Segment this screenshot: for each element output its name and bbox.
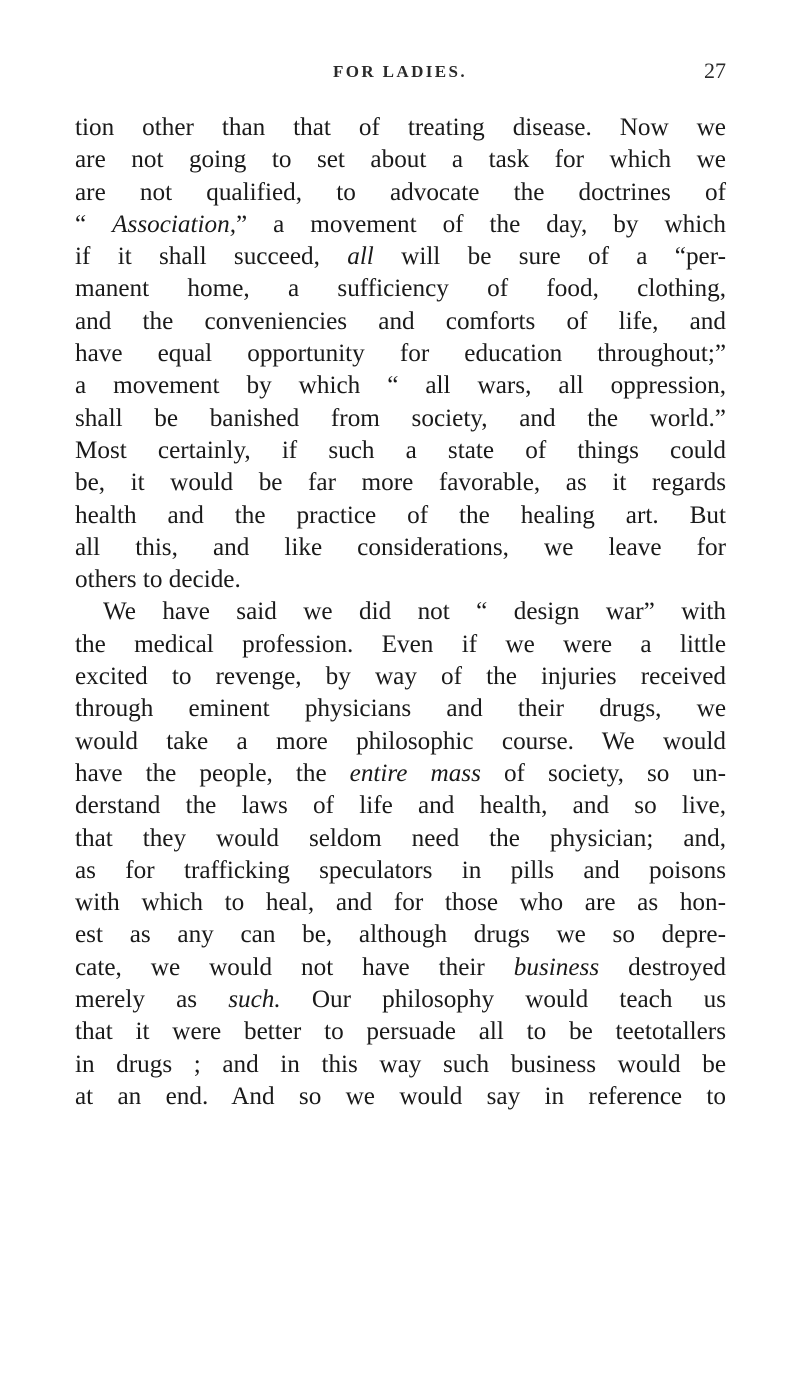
text-line [75,693,726,725]
text-segment: “ [75,210,113,238]
text-segment: are not going to set about a task for which we [75,146,726,174]
text-segment: in drugs ; and in this way such business would be [75,1050,726,1078]
text-line [75,273,726,305]
text-line [75,435,726,467]
text-segment: Most certainly, if such a state of things could [75,436,726,464]
text-line [75,338,726,370]
text-segment: destroyed [599,953,727,981]
text-segment: have equal opportunity for education throughout;” [75,340,726,368]
text-line [75,790,726,822]
text-line [75,823,726,855]
italic-text: Association, [112,210,236,238]
text-segment: as for trafficking speculators in pills and poisons [75,856,726,884]
text-segment: through eminent physicians and their drugs, we [75,695,726,723]
text-segment: tion other than that of treating disease. Now we [75,114,726,141]
text-segment: others to decide. [75,566,241,594]
body-text [75,112,726,1113]
text-line [75,306,726,338]
text-segment: shall be banished from society, and the world.” [75,404,726,432]
text-segment: that it were better to persuade all to be teetotallers [75,1018,726,1046]
text-segment: with which to heal, and for those who are as hon- [75,889,726,917]
text-segment: have the people, the [75,759,350,787]
text-segment: est as any can be, although drugs we so depre- [75,921,726,949]
text-segment: manent home, a sufficiency of food, clothing, [75,275,726,303]
text-line [75,532,726,564]
text-line [75,564,726,596]
text-line [75,1016,726,1048]
text-line [75,177,726,209]
text-line [75,661,726,693]
text-segment: at an end. And so we would say in reference to [75,1082,726,1110]
text-segment: health and the practice of the healing art. But [75,501,726,529]
text-line [75,726,726,758]
text-line [75,1081,726,1113]
text-segment: ” a movement of the day, by which [236,210,726,238]
italic-text: such. [228,986,281,1014]
text-line [75,370,726,402]
text-segment: all this, and like considerations, we leave for [75,533,726,561]
text-line [75,112,726,144]
text-segment: excited to revenge, by way of the injuries received [75,663,726,691]
text-line [75,403,726,435]
text-line [75,596,726,628]
text-segment: that they would seldom need the physician; and, [75,824,726,852]
text-line [75,887,726,919]
text-line [75,241,726,273]
text-segment: Our philosophy would teach us [280,986,726,1014]
text-line [75,1049,726,1081]
text-segment: if it shall succeed, [75,243,348,271]
text-segment: derstand the laws of life and health, and so live, [75,792,726,820]
running-header [74,60,726,84]
text-segment: merely as [75,986,229,1014]
italic-text: business [513,953,600,981]
italic-text: entire mass [349,759,481,787]
text-segment: the medical profession. Even if we were a little [75,630,726,658]
text-line [75,984,726,1016]
text-segment: would take a more philosophic course. We would [75,727,726,755]
text-segment: will be sure of a “per- [373,243,726,271]
text-line [75,952,726,984]
text-segment: cate, we would not have their [75,953,514,981]
text-line [75,758,726,790]
italic-text: all [347,243,374,271]
text-segment: be, it would be far more favorable, as it regards [75,469,726,497]
text-line [75,467,726,499]
text-line [75,144,726,176]
text-line [75,855,726,887]
text-segment: of society, so un- [480,759,726,787]
text-segment: a movement by which “ all wars, all oppression, [75,372,726,400]
text-line [75,919,726,951]
text-segment: and the conveniencies and comforts of life, and [75,307,726,335]
text-line [75,500,726,532]
running-title: FOR LADIES. [332,62,468,81]
text-segment: We have said we did not “ design war” with [103,598,726,626]
text-segment: are not qualified, to advocate the doctrines of [75,178,726,206]
page-number: 27 [704,58,726,83]
text-line [75,209,726,241]
text-line [75,629,726,661]
